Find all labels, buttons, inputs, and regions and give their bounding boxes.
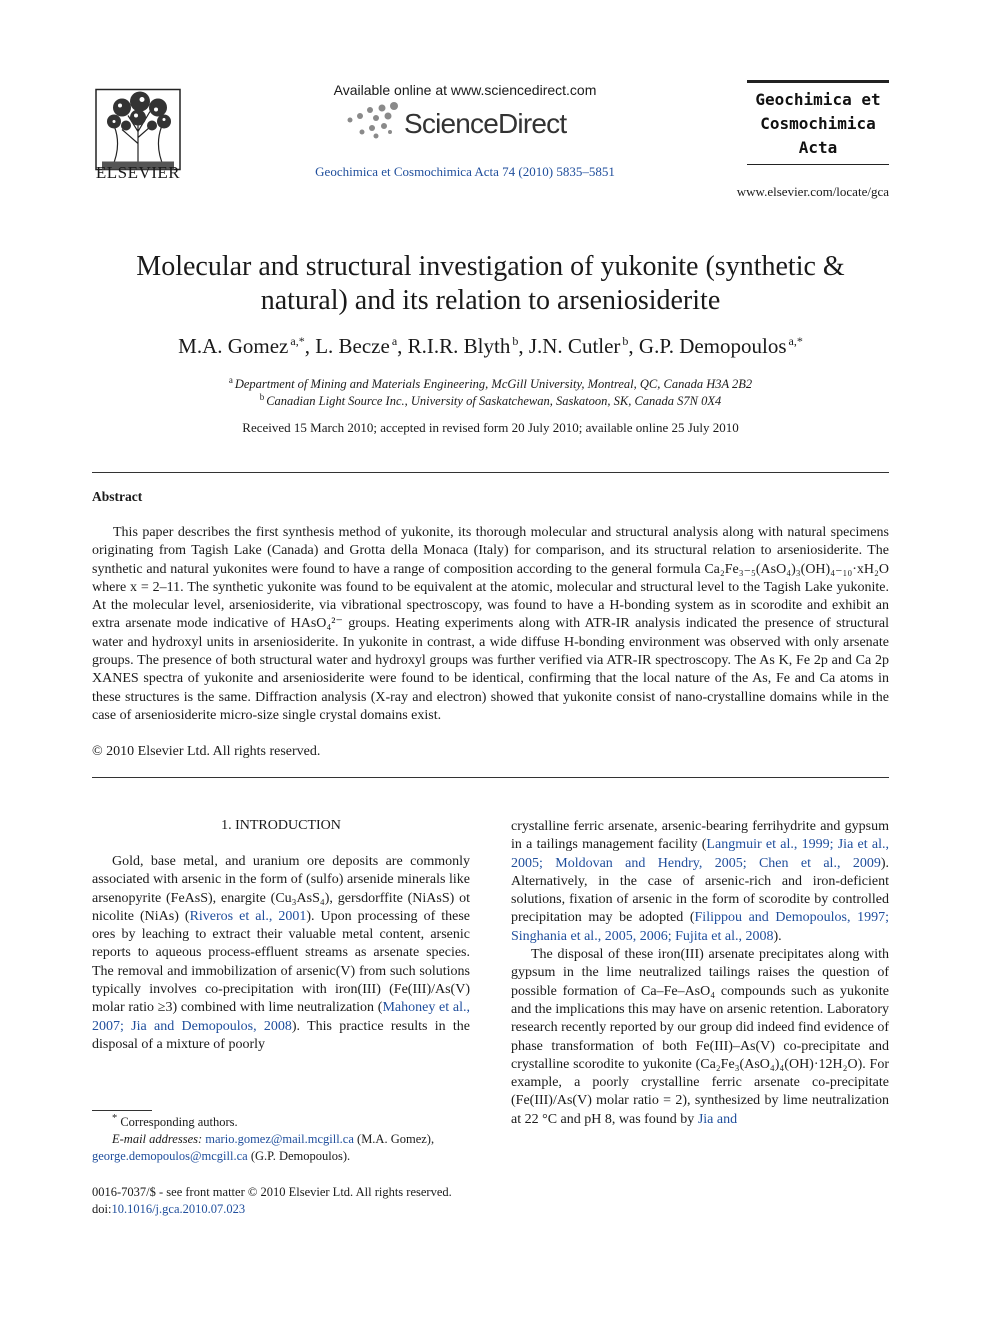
sciencedirect-dots-icon	[346, 102, 402, 142]
journal-title-box	[747, 80, 889, 165]
article-title: Molecular and structural investigation of yukonite (synthetic & natural) and its relation to arseniosiderite	[136, 251, 845, 316]
citation-link[interactable]: Langmuir et al., 1999; Jia et al., 2005; Moldovan and Hendry, 2005; Chen et al., 2009	[511, 837, 889, 871]
affiliation-text: Canadian Light Source Inc., University of Saskatchewan, Saskatoon, SK, Canada S7N 0X4	[266, 394, 722, 408]
author-affil-mark[interactable]: a,*	[290, 334, 305, 348]
issn-line: 0016-7037/$ - see front matter © 2010 Elsevier Ltd. All rights reserved.	[92, 1185, 452, 1199]
doi-line	[92, 1201, 452, 1218]
citation-link[interactable]: Riveros et al., 2001	[189, 908, 307, 924]
author-list: M.A. Gomez $^{a,*}$, L. Becze $^a$, R.I.R. Blyth $^b$, J.N. Cutler $^b$, G.P. Demopoulos $^{a,*}$	[178, 334, 803, 358]
affiliation-a	[92, 376, 889, 393]
available-online: Available online at www.sciencedirect.com	[333, 82, 597, 98]
text-run: Gold, base metal, and uranium ore deposits are commonly associated with arsenic in the form of (sulfo) arsenide minerals like arsenopyrite (FeAsS), enargite (Cu₃AsS₄), gersdorffite (NiAsS) ot nicolite (NiAs) (	[92, 854, 470, 924]
abstract-text: This paper describes the first synthesis method of yukonite, its thorough molecular and structural analysis along with natural specimens originating from Tagish Lake (Canada) and Grotta della Monaca (Italy) for comparison, and its structural relation to arseniosiderite. The synthetic and natural yukonites were found to have a range of composition according to the general formula	[92, 525, 889, 577]
article-dates: Received 15 March 2010; accepted in revised form 20 July 2010; available online 25 July 2010	[242, 420, 739, 435]
text-run: ). Upon processing of these ores by leaching to extract their valuable metal content, arsenic reports to aqueous process-effluent streams as arsenate species. The removal and immobilization of arsenic(V) from such solutions typically involves co-precipitation with iron(III) (Fe(III)/As(V) molar ratio ≥3) combined with lime neutralization (	[92, 908, 471, 1016]
text-run: crystalline ferric arsenate, arsenic-bearing ferrihydrite and gypsum in a tailings management facility (	[511, 819, 889, 853]
footnote-rule	[92, 1110, 152, 1111]
corresponding-text: Corresponding authors.	[120, 1115, 238, 1129]
journal-title-line: Geochimica et	[755, 90, 881, 109]
citation-link[interactable]: Filippou and Demopoulos, 1997; Singhania et al., 2005, 2006; Fujita et al., 2008	[511, 910, 889, 944]
text-run: The disposal of these iron(III) arsenate precipitates along with gypsum in the lime neutralized tailings raises the question of possible formation of Ca–Fe–AsO₄ compounds such as yukonite and the implications this may have on arsenic retention. Laboratory research recently reported by our group did indeed find evidence of phase transformation of both Fe(III)–As(V) co-precipitate and crystalline scorodite to yukonite (Ca₂Fe₃(AsO₄)₄(OH)·12H₂O). For example, a poorly crystalline ferric arsenate co-precipitate (Fe(III)/As(V) molar ratio = 2), synthesized by lime neutralization at 22 °C and pH 8, was found by	[511, 947, 889, 1127]
paragraph	[92, 853, 470, 1054]
journal-url[interactable]: www.elsevier.com/locate/gca	[736, 184, 889, 199]
right-column	[511, 818, 889, 1129]
author-name: M.A. Gomez	[178, 334, 289, 358]
abstract-formula: Ca₂Fe₃₋₅(AsO₄)₃(OH)₄₋₁₀·xH₂O	[704, 561, 889, 577]
affiliation-mark: b	[259, 391, 265, 402]
email-owner: (G.P. Demopoulos).	[247, 1149, 351, 1163]
abstract-copyright: © 2010 Elsevier Ltd. All rights reserved.	[92, 744, 321, 759]
affiliation-text: Department of Mining and Materials Engineering, McGill University, Montreal, QC, Canada H3A 2B2	[234, 377, 753, 391]
text-run: ). Alternatively, in the case of arsenic-rich and iron-deficient solutions, fixation of arsenic in the form of scorodite by controlled precipitation may be adopted (	[511, 855, 889, 926]
author-affil-mark[interactable]: b	[512, 334, 519, 348]
divider-bottom	[92, 777, 889, 778]
affiliation-b	[92, 393, 889, 410]
divider-top	[92, 472, 889, 473]
affiliations	[92, 376, 889, 410]
sciencedirect-wordmark: ScienceDirect	[404, 108, 567, 139]
email-label: E-mail addresses:	[112, 1132, 203, 1146]
abstract-body	[92, 524, 889, 725]
doi-label: doi:	[92, 1202, 112, 1216]
text-run: ). This practice results in the disposal of a mixture of poorly	[92, 1018, 470, 1052]
journal-title-line: Cosmochimica	[760, 114, 876, 133]
author-affil-mark[interactable]: b	[622, 334, 629, 348]
citation-link[interactable]: Mahoney et al., 2007; Jia and Demopoulos, 2008	[92, 1000, 470, 1034]
journal-citation-link[interactable]: Geochimica et Cosmochimica Acta 74 (2010) 5835–5851	[315, 164, 615, 179]
left-column	[92, 853, 470, 1054]
author-affil-mark[interactable]: a	[391, 334, 398, 348]
journal-title	[747, 83, 889, 164]
email-link[interactable]: george.demopoulos@mcgill.ca	[92, 1149, 248, 1163]
journal-title-rule-bottom	[747, 164, 889, 165]
abstract-heading: Abstract	[92, 489, 143, 504]
author-name: G.P. Demopoulos	[638, 334, 787, 358]
affiliation-mark: a	[228, 374, 233, 385]
publisher-name: ELSEVIER	[95, 163, 181, 182]
author-affil-mark[interactable]: a,*	[788, 334, 803, 348]
email-link[interactable]: mario.gomez@mail.mcgill.ca	[205, 1132, 354, 1146]
email-owner: (M.A. Gomez),	[353, 1132, 435, 1146]
section-heading: 1. INTRODUCTION	[221, 818, 341, 833]
doi-link[interactable]: 10.1016/j.gca.2010.07.023	[111, 1202, 246, 1216]
footnotes	[92, 1114, 470, 1165]
abstract-text: where x = 2–11. The synthetic yukonite was found to be equivalent at the atomic, molecular and structural level to the Tagish Lake yukonite. At the molecular level, arseniosiderite, via vibrational spectroscopy, was found to have a H-bonding system as in scorodite and exhibit an extra arsenate mode indicative of HAsO₄²⁻ groups. Heating experiments along with ATR-IR analysis indicated the presence of structural water and hydroxyl units in arseniosiderite. In yukonite in contrast, a wide diffuse H-bonding environment was observed with only arsenate groups. The presence of both structural water and hydroxyl groups was further verified via ATR-IR spectroscopy. The As K, Fe 2p and Ca 2p XANES spectra of yukonite and arseniosiderite were found to be identical, confirming that the local nature of the As, Fe and Ca atoms in these structures is the same. Diffraction analysis (X-ray and electron) showed that yukonite consist of nano-crystalline domains while in the case of arseniosiderite micro-size single crystal domains exist.	[92, 579, 889, 723]
journal-title-line: Acta	[798, 138, 838, 157]
author-name: L. Becze	[315, 334, 390, 358]
citation-link[interactable]: Jia and	[697, 1111, 738, 1127]
text-run: ).	[773, 928, 782, 944]
email-line	[92, 1148, 470, 1165]
bottom-meta	[92, 1184, 452, 1218]
corresponding-note	[92, 1114, 470, 1131]
footnote-mark: *	[112, 1112, 118, 1124]
paragraph	[511, 818, 889, 946]
paragraph	[511, 946, 889, 1129]
author-name: R.I.R. Blyth	[407, 334, 511, 358]
email-line	[92, 1131, 470, 1148]
author-name: J.N. Cutler	[528, 334, 621, 358]
